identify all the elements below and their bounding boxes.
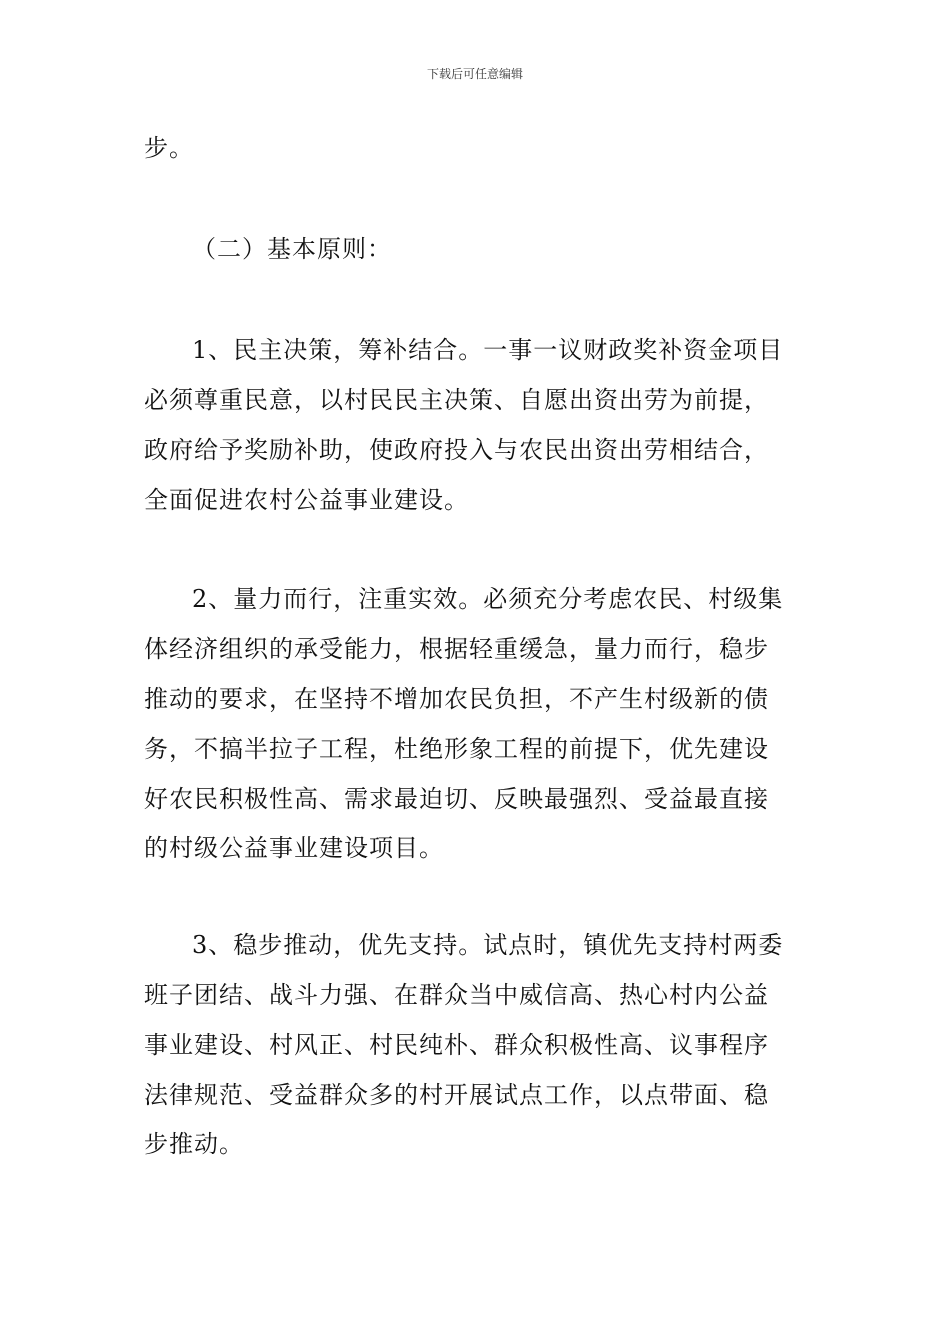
paragraph-line: 3、稳步推动，优先支持。试点时，镇优先支持村两委 <box>192 931 784 959</box>
paragraph-line: 推动的要求，在坚持不增加农民负担，不产生村级新的债 <box>144 685 769 713</box>
paragraph-line: 事业建设、村风正、村民纯朴、群众积极性高、议事程序 <box>144 1031 769 1059</box>
paragraph-line: 必须尊重民意，以村民民主决策、自愿出资出劳为前提， <box>144 386 769 414</box>
continued-text-line: 步。 <box>144 134 194 162</box>
paragraph-line: 班子团结、战斗力强、在群众当中威信高、热心村内公益 <box>144 981 769 1009</box>
paragraph-line: 1、民主决策，筹补结合。一事一议财政奖补资金项目 <box>192 336 784 364</box>
paragraph-line: 2、量力而行，注重实效。必须充分考虑农民、村级集 <box>192 585 784 613</box>
paragraph-line: 的村级公益事业建设项目。 <box>144 834 444 862</box>
paragraph-line: 务，不搞半拉子工程，杜绝形象工程的前提下，优先建设 <box>144 735 769 763</box>
page-header: 下载后可任意编辑 <box>426 67 523 81</box>
paragraph-line: 体经济组织的承受能力，根据轻重缓急，量力而行，稳步 <box>144 635 769 663</box>
paragraph-line: 政府给予奖励补助，使政府投入与农民出资出劳相结合， <box>144 436 769 464</box>
paragraph-line: 全面促进农村公益事业建设。 <box>144 486 469 514</box>
section-heading: （二）基本原则： <box>192 235 392 263</box>
paragraph-line: 好农民积极性高、需求最迫切、反映最强烈、受益最直接 <box>144 785 769 813</box>
paragraph-line: 步推动。 <box>144 1130 244 1158</box>
paragraph-line: 法律规范、受益群众多的村开展试点工作，以点带面、稳 <box>144 1081 769 1109</box>
